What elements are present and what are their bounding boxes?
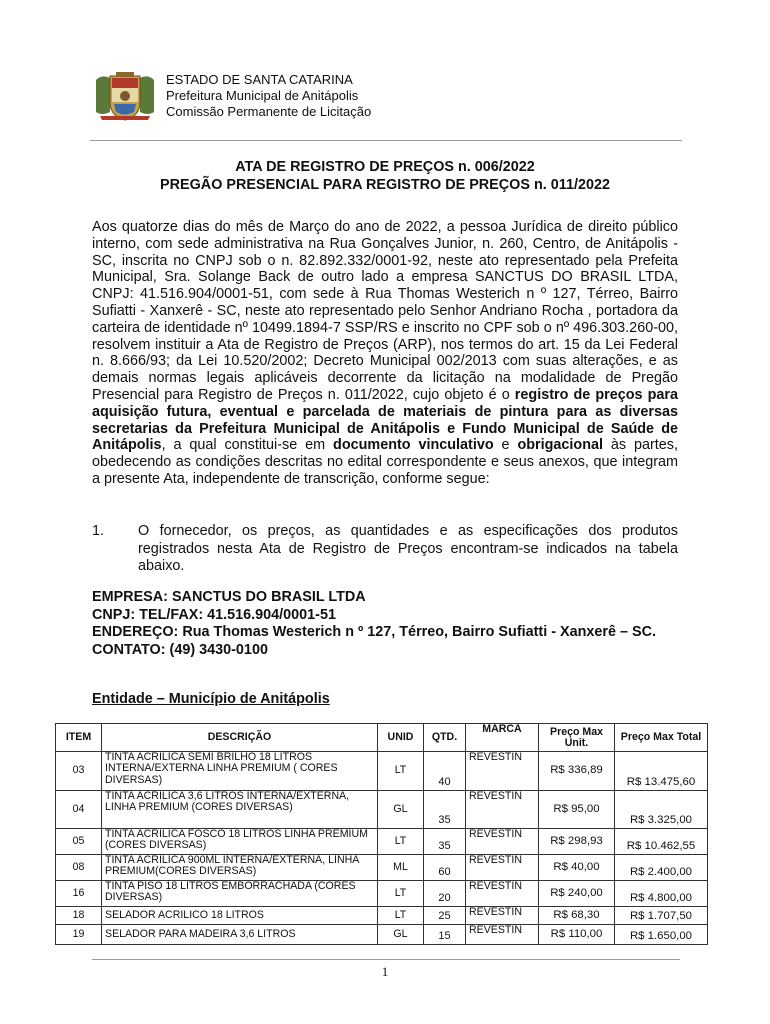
row-item: 05	[56, 829, 102, 855]
row-unit-price: R$ 40,00	[539, 855, 615, 881]
document-subtitle: PREGÃO PRESENCIAL PARA REGISTRO DE PREÇOS n. 011/2022	[160, 177, 610, 193]
company-block	[92, 589, 682, 659]
intro-text: Aos quatorze dias do mês de Março do ano de 2022, a pessoa Jurídica de direito público interno, com sede administrativa na Rua Gonçalves Junior, n. 260, Centro, de Anitápolis - SC, inscrita no CNPJ sob o n. 82.892.332/0001-92, neste ato representado pela Prefeita Municipal, Sra. Solange Back de outro lado a empresa SANCTUS DO BRASIL LTDA, CNPJ: 41.516.904/0001-51, com sede à Rua Thomas Westerich n º 127, Térreo, Bairro Sufiatti - Xanxerê - SC, neste ato representado pelo Senhor Andriano Rocha , portadora da carteira de identidade nº 10499.1894-7 SSP/RS e inscrito no CPF sob o nº 496.303.260-00, resolvem instituir a Ata de Registro de Preços (ARP), nos termos do art. 15 da Lei Federal n. 8.666/93; da Lei 10.520/2002; Decreto Municipal 002/2013 com suas alterações, e as demais normas legais aplicáveis decorrente da licitação na modalidade de Pregão Presencial para Registro de Preços n. 011/2022, cujo objeto é o	[92, 219, 678, 403]
table-row	[56, 791, 708, 829]
row-item: 19	[56, 925, 102, 945]
municipal-crest-icon	[92, 72, 158, 122]
table-row	[56, 881, 708, 907]
row-item: 08	[56, 855, 102, 881]
company-address: ENDEREÇO: Rua Thomas Westerich n º 127, Térreo, Bairro Sufiatti - Xanxerê – SC.	[92, 624, 656, 640]
row-unid: GL	[378, 925, 424, 945]
intro-paragraph	[92, 219, 678, 488]
row-qtd: 15	[424, 925, 466, 945]
col-unid-header: UNID	[378, 724, 424, 752]
document-title: ATA DE REGISTRO DE PREÇOS n. 006/2022	[235, 159, 535, 175]
row-unit-price: R$ 95,00	[539, 791, 615, 829]
header-state: ESTADO DE SANTA CATARINA	[166, 72, 353, 87]
company-cnpj: CNPJ: TEL/FAX: 41.516.904/0001-51	[92, 606, 336, 623]
row-marca: REVESTIN	[466, 907, 539, 925]
table-row	[56, 925, 708, 945]
row-item: 03	[56, 752, 102, 791]
row-total-price: R$ 1.707,50	[615, 907, 708, 925]
row-desc: TINTA ACRILICA FOSCO 18 LITROS LINHA PREMIUM (CORES DIVERSAS)	[102, 829, 378, 855]
row-desc: TINTA ACRILICA 3,6 LITROS INTERNA/EXTERNA, LINHA PREMIUM (CORES DIVERSAS)	[102, 791, 378, 829]
col-descricao-header: DESCRIÇÃO	[102, 724, 378, 752]
row-unid: LT	[378, 752, 424, 791]
row-qtd: 35	[424, 829, 466, 855]
intro-text-and: e	[493, 437, 518, 454]
table-row	[56, 907, 708, 925]
intro-vinculativo-bold: documento vinculativo	[333, 437, 494, 454]
col-qtd-header: QTD.	[424, 724, 466, 752]
row-unid: LT	[378, 881, 424, 907]
entity-heading: Entidade – Município de Anitápolis	[92, 691, 330, 707]
col-preco-unit-header: Preço Max Unit.	[539, 724, 615, 752]
row-unit-price: R$ 68,30	[539, 907, 615, 925]
row-total-price: R$ 3.325,00	[615, 791, 708, 829]
col-preco-total-header: Preço Max Total	[615, 724, 708, 752]
row-total-price: R$ 4.800,00	[615, 881, 708, 907]
row-unit-price: R$ 240,00	[539, 881, 615, 907]
header-prefeitura: Prefeitura Municipal de Anitápolis	[166, 88, 359, 103]
row-marca: REVESTIN	[466, 925, 539, 945]
row-qtd: 60	[424, 855, 466, 881]
row-unit-price: R$ 110,00	[539, 925, 615, 945]
row-qtd: 40	[424, 752, 466, 791]
table-row	[56, 829, 708, 855]
row-qtd: 35	[424, 791, 466, 829]
row-desc: SELADOR PARA MADEIRA 3,6 LITROS	[102, 925, 378, 945]
row-total-price: R$ 13.475,60	[615, 752, 708, 791]
row-total-price: R$ 10.462,55	[615, 829, 708, 855]
row-total-price: R$ 2.400,00	[615, 855, 708, 881]
row-marca: REVESTIN	[466, 791, 539, 829]
table-header-row	[56, 724, 708, 752]
row-unid: LT	[378, 829, 424, 855]
row-unit-price: R$ 336,89	[539, 752, 615, 791]
intro-obrigacional-bold: obrigacional	[517, 437, 604, 454]
row-item: 16	[56, 881, 102, 907]
col-marca-header: MARCA	[466, 724, 539, 752]
row-desc: TINTA ACRILICA 900ML INTERNA/EXTERNA, LINHA PREMIUM(CORES DIVERSAS)	[102, 855, 378, 881]
intro-text-mid: , a qual constitui-se em	[161, 437, 334, 454]
row-qtd: 25	[424, 907, 466, 925]
table-row	[56, 752, 708, 791]
row-unid: GL	[378, 791, 424, 829]
row-unit-price: R$ 298,93	[539, 829, 615, 855]
row-marca: REVESTIN	[466, 881, 539, 907]
clause-1-text: O fornecedor, os preços, as quantidades e as especificações dos produtos registrados nesta Ata de Registro de Preços encontram-se indicados na tabela abaixo.	[138, 523, 678, 574]
row-marca: REVESTIN	[466, 829, 539, 855]
row-desc: TINTA ACRILICA SEMI BRILHO 18 LITROS INTERNA/EXTERNA LINHA PREMIUM ( CORES DIVERSAS)	[102, 752, 378, 791]
header-comissao: Comissão Permanente de Licitação	[166, 104, 372, 119]
row-qtd: 20	[424, 881, 466, 907]
company-contact: CONTATO: (49) 3430-0100	[92, 641, 268, 658]
price-table	[55, 723, 708, 945]
row-unid: ML	[378, 855, 424, 881]
row-desc: SELADOR ACRILICO 18 LITROS	[102, 907, 378, 925]
table-row	[56, 855, 708, 881]
header-divider	[90, 140, 682, 141]
row-item: 04	[56, 791, 102, 829]
row-item: 18	[56, 907, 102, 925]
intro-object-bold: registro de preços para aquisição futura, eventual e parcelada de materiais de pintura para as diversas secretarias da Prefeitura Municipal de Anitápolis e Fundo Municipal de Saúde de Anitápolis	[92, 386, 678, 454]
page-number: 1	[381, 964, 389, 979]
row-desc: TINTA PISO 18 LITROS EMBORRACHADA (CORES DIVERSAS)	[102, 881, 378, 907]
company-name: EMPRESA: SANCTUS DO BRASIL LTDA	[92, 589, 366, 605]
col-item-header: ITEM	[56, 724, 102, 752]
footer-divider	[92, 959, 680, 960]
clause-1-number: 1.	[92, 523, 105, 539]
row-marca: REVESTIN	[466, 752, 539, 791]
row-total-price: R$ 1.650,00	[615, 925, 708, 945]
row-unid: LT	[378, 907, 424, 925]
row-marca: REVESTIN	[466, 855, 539, 881]
intro-text-end: às partes, obedecendo as condições descritas no edital correspondente e seus anexos, que integram a presente Ata, independente de transcrição, conforme segue:	[92, 437, 678, 487]
